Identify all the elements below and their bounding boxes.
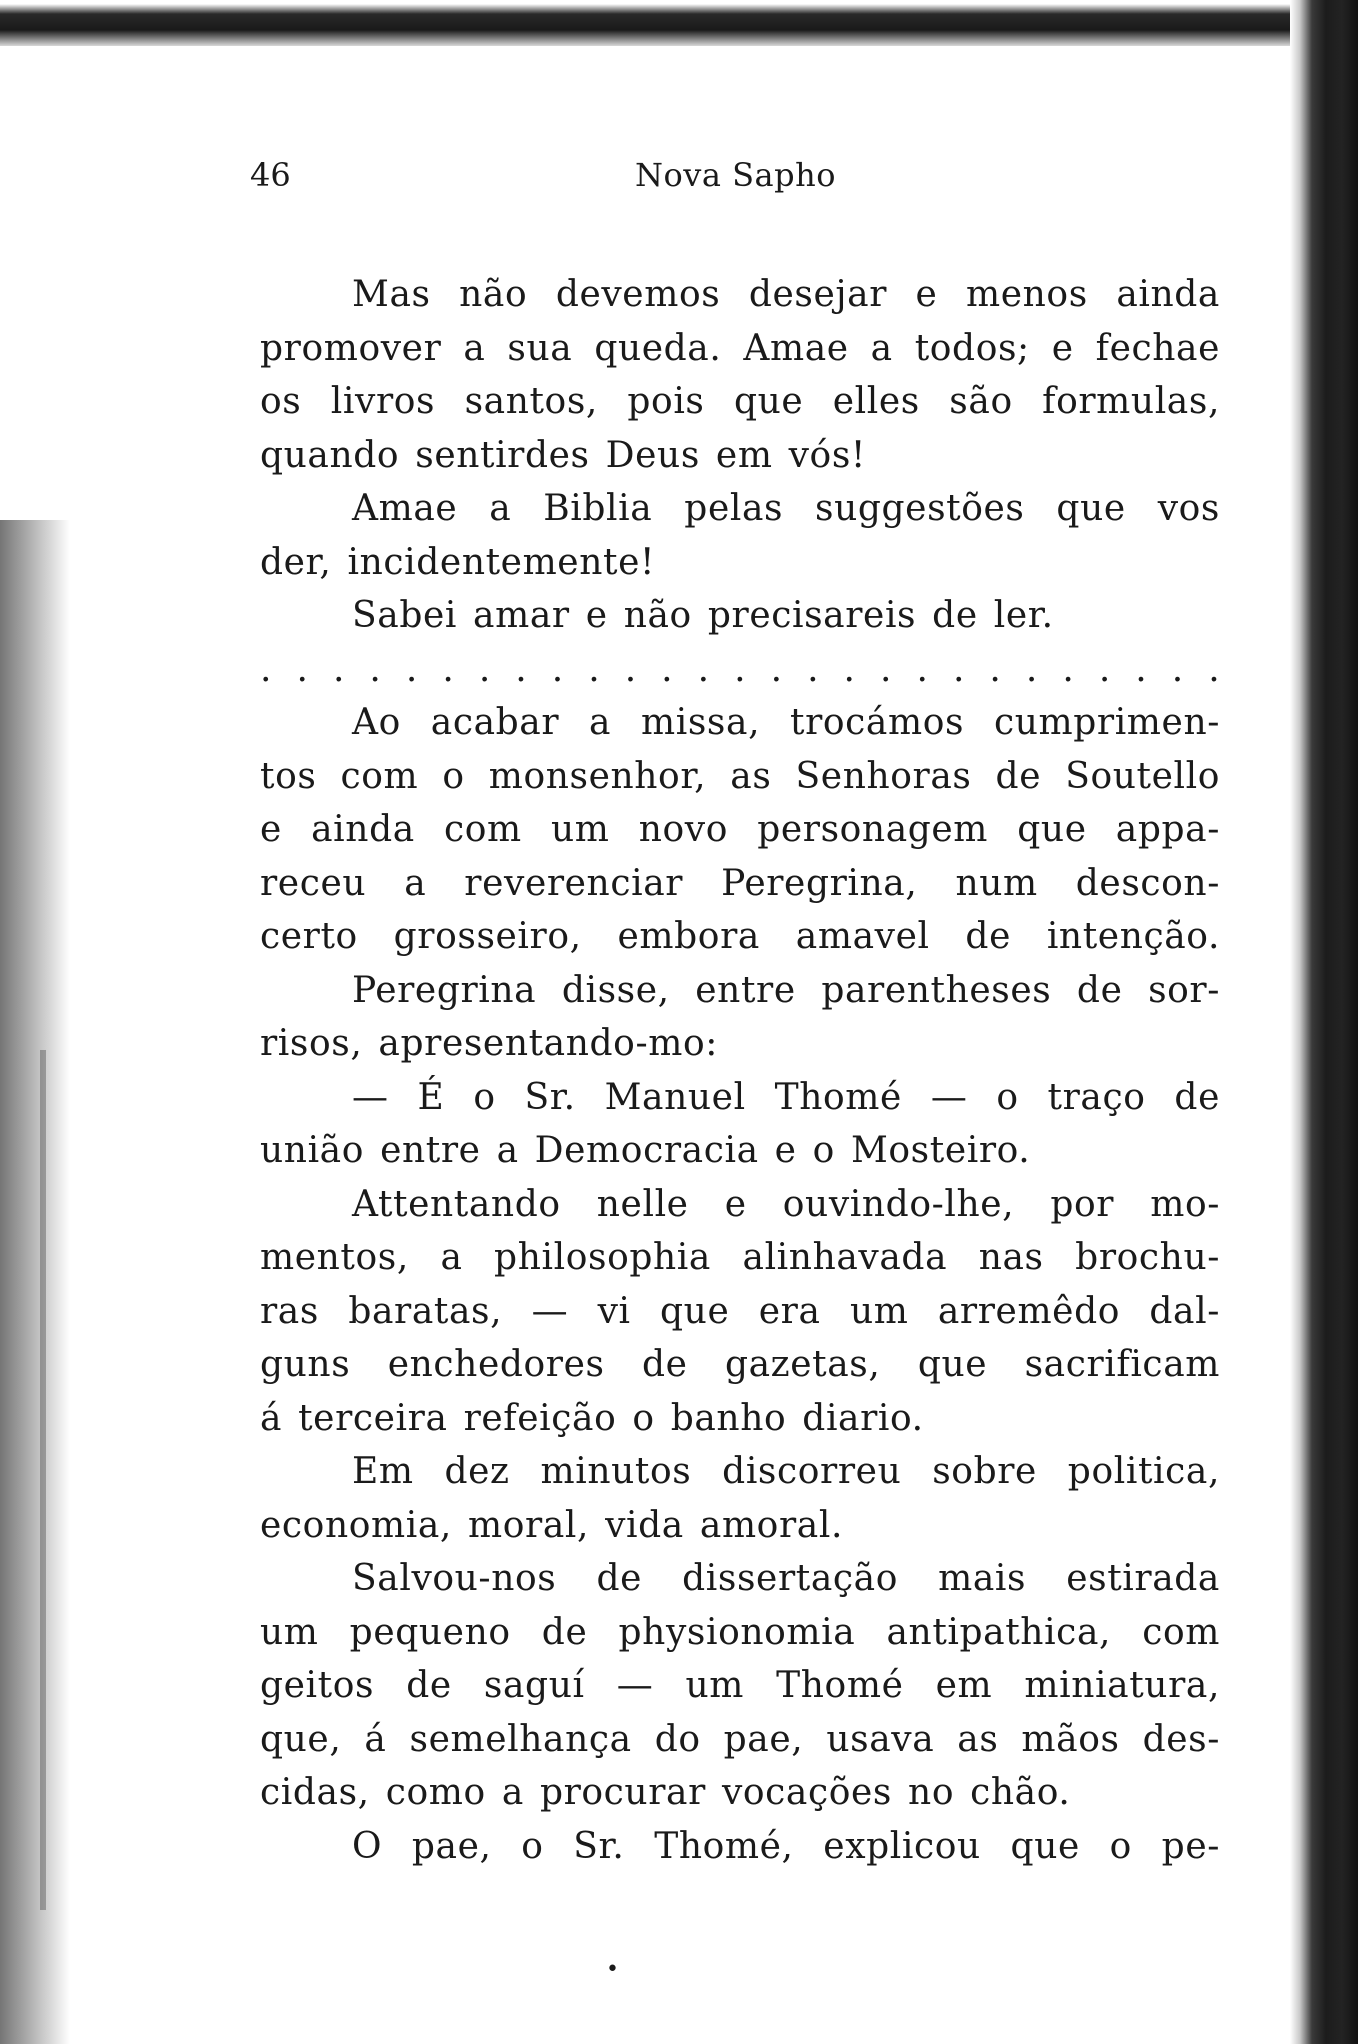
text-line: O pae, o Sr. Thomé, explicou que o pe- — [352, 1825, 1220, 1867]
text-line: Mas não devemos desejar e menos ainda — [352, 274, 1220, 315]
text-line: risos, apresentando-mo: — [260, 1023, 718, 1064]
text-line: cidas, como a procurar vocações no chão. — [260, 1772, 1071, 1813]
text-line: quando sentirdes Deus em vós! — [260, 434, 866, 476]
scan-left-streak — [40, 1050, 46, 1910]
text-line: Amae a Biblia pelas suggestões que vos — [352, 488, 1220, 529]
text-line: os livros santos, pois que elles são formulas, — [260, 381, 1220, 422]
text-line: que, á semelhança do pae, usava as mãos des- — [260, 1718, 1220, 1760]
text-line: Salvou-nos de dissertação mais estirada — [352, 1558, 1220, 1599]
text-line: mentos, a philosophia alinhavada nas brochu- — [260, 1237, 1220, 1278]
running-head — [250, 150, 850, 200]
text-line: receu a reverenciar Peregrina, num descon- — [260, 862, 1220, 904]
body-text — [260, 268, 1220, 1873]
text-line: Peregrina disse, entre parentheses de sor- — [352, 969, 1220, 1011]
text-line: geitos de saguí — um Thomé em miniatura, — [260, 1665, 1220, 1706]
text-line: — É o Sr. Manuel Thomé — o traço de — [352, 1076, 1220, 1118]
text-line: der, incidentemente! — [260, 541, 656, 583]
text-line: Ao acabar a missa, trocámos cumprimen- — [352, 702, 1220, 743]
page-number: 46 — [250, 156, 291, 194]
book-title: Nova Sapho — [635, 156, 836, 194]
scan-binding-shadow — [1290, 0, 1358, 2044]
text-line: Attentando nelle e ouvindo-lhe, por mo- — [352, 1183, 1220, 1225]
text-line: economia, moral, vida amoral. — [260, 1504, 843, 1546]
text-line: guns enchedores de gazetas, que sacrificam — [260, 1344, 1220, 1385]
text-line: certo grosseiro, embora amavel de intenção. — [260, 916, 1220, 957]
section-separator-dots: . . . . . . . . . . . . . . . . . . . . . . . . . . . — [260, 648, 1220, 690]
scan-left-shadow — [0, 520, 70, 2044]
text-line: Sabei amar e não precisareis de ler. — [352, 595, 1054, 636]
text-line: um pequeno de physionomia antipathica, com — [260, 1611, 1220, 1653]
scan-top-edge — [0, 0, 1358, 46]
text-line: união entre a Democracia e o Mosteiro. — [260, 1130, 1031, 1171]
text-line: ras baratas, — vi que era um arremêdo dal- — [260, 1290, 1220, 1332]
text-line: promover a sua queda. Amae a todos; e fechae — [260, 327, 1220, 369]
text-line: e ainda com um novo personagem que appa- — [260, 809, 1220, 850]
text-line: á terceira refeição o banho diario. — [260, 1397, 924, 1439]
printer-mark: • — [606, 1957, 619, 1982]
text-line: Em dez minutos discorreu sobre politica, — [352, 1451, 1220, 1492]
text-line: tos com o monsenhor, as Senhoras de Soutello — [260, 755, 1220, 797]
